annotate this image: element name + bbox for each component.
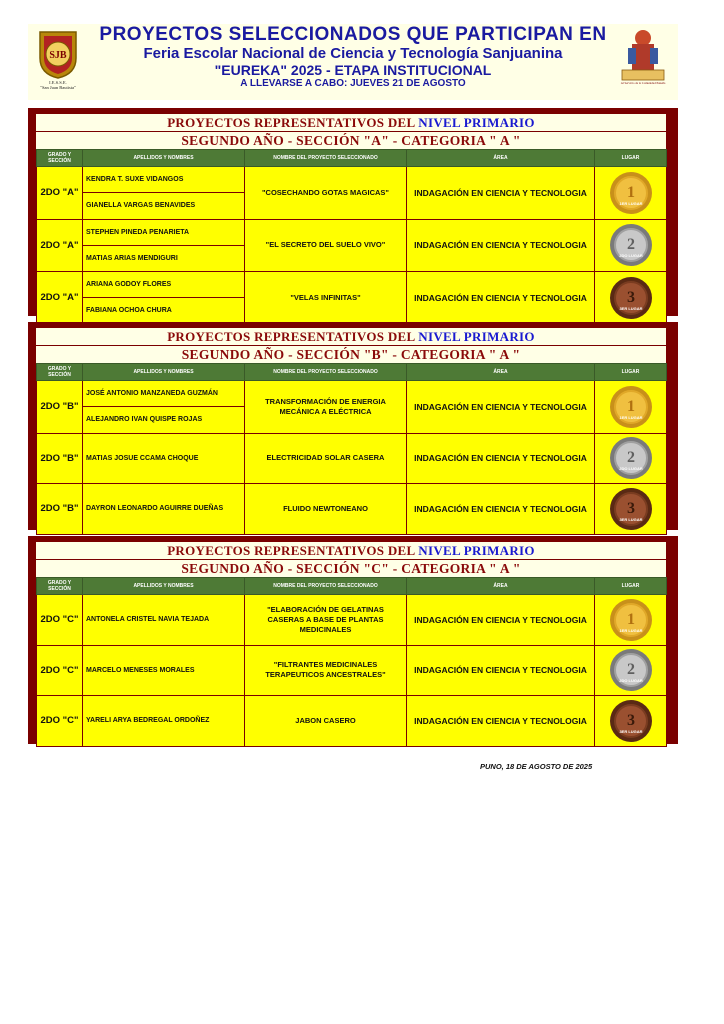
medal-number: 2 [626,449,635,467]
column-header-names: APELLIDOS Y NOMBRES [83,150,245,167]
student-name-cell: ANTONELA CRISTEL NAVIA TEJADA [83,595,245,646]
column-header-project: NOMBRE DEL PROYECTO SELECCIONADO [245,150,407,167]
section-panel-2 [28,322,678,530]
panel-subtitle: SEGUNDO AÑO - SECCIÓN "A" - CATEGORIA " A " [36,132,666,149]
project-name-cell: "ELABORACIÓN DE GELATINAS CASERAS A BASE DE PLANTAS MEDICINALES [245,595,407,646]
page-header [28,24,678,100]
place-cell [595,484,667,535]
place-cell [595,645,667,696]
saint-emblem-logo [618,26,668,86]
school-crest-logo [36,28,80,80]
area-cell: INDAGACIÓN EN CIENCIA Y TECNOLOGIA [407,433,595,484]
place-cell [595,272,667,325]
grado-cell: 2DO "C" [37,645,83,696]
place-cell [595,219,667,272]
svg-text:Al Servicio de la Comunidad Pu: Al Servicio de la Comunidad Puneña [620,81,666,85]
student-name-cell: STEPHEN PINEDA PENARIETA [83,219,245,245]
column-header-grado: GRADO Y SECCIÓN [37,364,83,381]
medal-number: 1 [626,183,635,201]
medal-number: 3 [626,499,635,517]
medal-text: 1ER LUGAR [618,627,643,633]
grado-cell: 2DO "A" [37,219,83,272]
table-row [37,272,667,298]
medal-number: 1 [626,610,635,628]
medal-text: 3ER LUGAR [618,305,643,311]
area-cell: INDAGACIÓN EN CIENCIA Y TECNOLOGIA [407,272,595,325]
column-header-area: ÁREA [407,150,595,167]
medal-text: 1ER LUGAR [618,200,643,206]
medal-icon [609,223,653,267]
medal-text: 2DO LUGAR [618,466,643,472]
student-name-cell: MARCELO MENESES MORALES [83,645,245,696]
student-name-cell: ALEJANDRO IVAN QUISPE ROJAS [83,407,245,433]
panel-subtitle: SEGUNDO AÑO - SECCIÓN "C" - CATEGORIA " A " [36,560,666,577]
table-row [37,484,667,509]
medal-text: 1ER LUGAR [618,414,643,420]
title-line-3: "EUREKA" 2025 - ETAPA INSTITUCIONAL [214,62,492,78]
grado-cell: 2DO "A" [37,167,83,220]
panel-title: PROYECTOS REPRESENTATIVOS DEL NIVEL PRIMARIO [36,542,666,560]
student-name-cell: MATIAS ARIAS MENDIGURI [83,245,245,271]
column-header-project: NOMBRE DEL PROYECTO SELECCIONADO [245,364,407,381]
table-row [37,167,667,193]
footer-date: PUNO, 18 DE AGOSTO DE 2025 [480,762,593,771]
student-name-cell: JOSÉ ANTONIO MANZANEDA GUZMÁN [83,381,245,407]
grado-cell: 2DO "B" [37,381,83,434]
medal-icon [609,436,653,480]
column-header-grado: GRADO Y SECCIÓN [37,578,83,595]
table-row [37,219,667,245]
column-header-names: APELLIDOS Y NOMBRES [83,364,245,381]
place-cell [595,433,667,484]
project-name-cell: ELECTRICIDAD SOLAR CASERA [245,433,407,484]
project-name-cell: "COSECHANDO GOTAS MAGICAS" [245,167,407,220]
grado-cell: 2DO "C" [37,595,83,646]
student-name-cell: YARELI ARYA BEDREGAL ORDOÑEZ [83,696,245,747]
medal-text: 3ER LUGAR [618,516,643,522]
place-cell [595,381,667,434]
medal-icon [609,648,653,692]
section-panel-3 [28,536,678,744]
medal-number: 1 [626,397,635,415]
student-name-cell: KENDRA T. SUXE VIDANGOS [83,167,245,193]
column-header-place: LUGAR [595,578,667,595]
grado-cell: 2DO "A" [37,272,83,325]
medal-icon [609,487,653,531]
table-row [37,381,667,407]
medal-number: 2 [626,236,635,254]
project-name-cell: "EL SECRETO DEL SUELO VIVO" [245,219,407,272]
medal-text: 2DO LUGAR [618,678,643,684]
student-name-cell: DAYRON LEONARDO AGUIRRE DUEÑAS [83,484,245,535]
project-name-cell: FLUIDO NEWTONEANO [245,484,407,535]
crest-caption: I.E.S.S.E. "San Juan Bautista" [40,80,76,90]
area-cell: INDAGACIÓN EN CIENCIA Y TECNOLOGIA [407,645,595,696]
student-name-cell: FABIANA OCHOA CHURA [83,298,245,324]
table-row [37,433,667,458]
panel-subtitle: SEGUNDO AÑO - SECCIÓN "B" - CATEGORIA " A " [36,346,666,363]
medal-text: 3ER LUGAR [618,728,643,734]
header-title-block [90,24,616,90]
student-name-cell: ARIANA GODOY FLORES [83,272,245,298]
column-header-area: ÁREA [407,578,595,595]
medal-number: 3 [626,288,635,306]
table-row [37,595,667,620]
column-header-names: APELLIDOS Y NOMBRES [83,578,245,595]
project-name-cell: "FILTRANTES MEDICINALES TERAPEUTICOS ANCESTRALES" [245,645,407,696]
area-cell: INDAGACIÓN EN CIENCIA Y TECNOLOGIA [407,484,595,535]
projects-table [36,363,667,535]
area-cell: INDAGACIÓN EN CIENCIA Y TECNOLOGIA [407,219,595,272]
grado-cell: 2DO "C" [37,696,83,747]
panel-title: PROYECTOS REPRESENTATIVOS DEL NIVEL PRIMARIO [36,114,666,132]
area-cell: INDAGACIÓN EN CIENCIA Y TECNOLOGIA [407,696,595,747]
grado-cell: 2DO "B" [37,433,83,484]
table-row [37,645,667,670]
panel-title: PROYECTOS REPRESENTATIVOS DEL NIVEL PRIMARIO [36,328,666,346]
student-name-cell: MATIAS JOSUE CCAMA CHOQUE [83,433,245,484]
column-header-place: LUGAR [595,364,667,381]
medal-icon [609,699,653,743]
place-cell [595,595,667,646]
project-name-cell: TRANSFORMACIÓN DE ENERGIA MECÁNICA A ELÉCTRICA [245,381,407,434]
projects-table [36,149,667,325]
medal-text: 2DO LUGAR [618,253,643,259]
crest-letters: SJB [49,50,67,61]
place-cell [595,696,667,747]
medal-icon [609,276,653,320]
title-line-4: A LLEVARSE A CABO: JUEVES 21 DE AGOSTO [240,78,466,89]
table-row [37,696,667,721]
medal-icon [609,171,653,215]
column-header-grado: GRADO Y SECCIÓN [37,150,83,167]
projects-table [36,577,667,747]
medal-number: 2 [626,661,635,679]
grado-cell: 2DO "B" [37,484,83,535]
medal-icon [609,385,653,429]
project-name-cell: JABON CASERO [245,696,407,747]
medal-icon [609,598,653,642]
title-line-1: PROYECTOS SELECCIONADOS QUE PARTICIPAN EN [99,24,607,45]
column-header-area: ÁREA [407,364,595,381]
area-cell: INDAGACIÓN EN CIENCIA Y TECNOLOGIA [407,381,595,434]
medal-number: 3 [626,711,635,729]
project-name-cell: "VELAS INFINITAS" [245,272,407,325]
area-cell: INDAGACIÓN EN CIENCIA Y TECNOLOGIA [407,167,595,220]
student-name-cell: GIANELLA VARGAS BENAVIDES [83,193,245,219]
title-line-2: Feria Escolar Nacional de Ciencia y Tecnología Sanjuanina [143,45,563,62]
column-header-project: NOMBRE DEL PROYECTO SELECCIONADO [245,578,407,595]
column-header-place: LUGAR [595,150,667,167]
area-cell: INDAGACIÓN EN CIENCIA Y TECNOLOGIA [407,595,595,646]
section-panel-1 [28,108,678,316]
place-cell [595,167,667,220]
